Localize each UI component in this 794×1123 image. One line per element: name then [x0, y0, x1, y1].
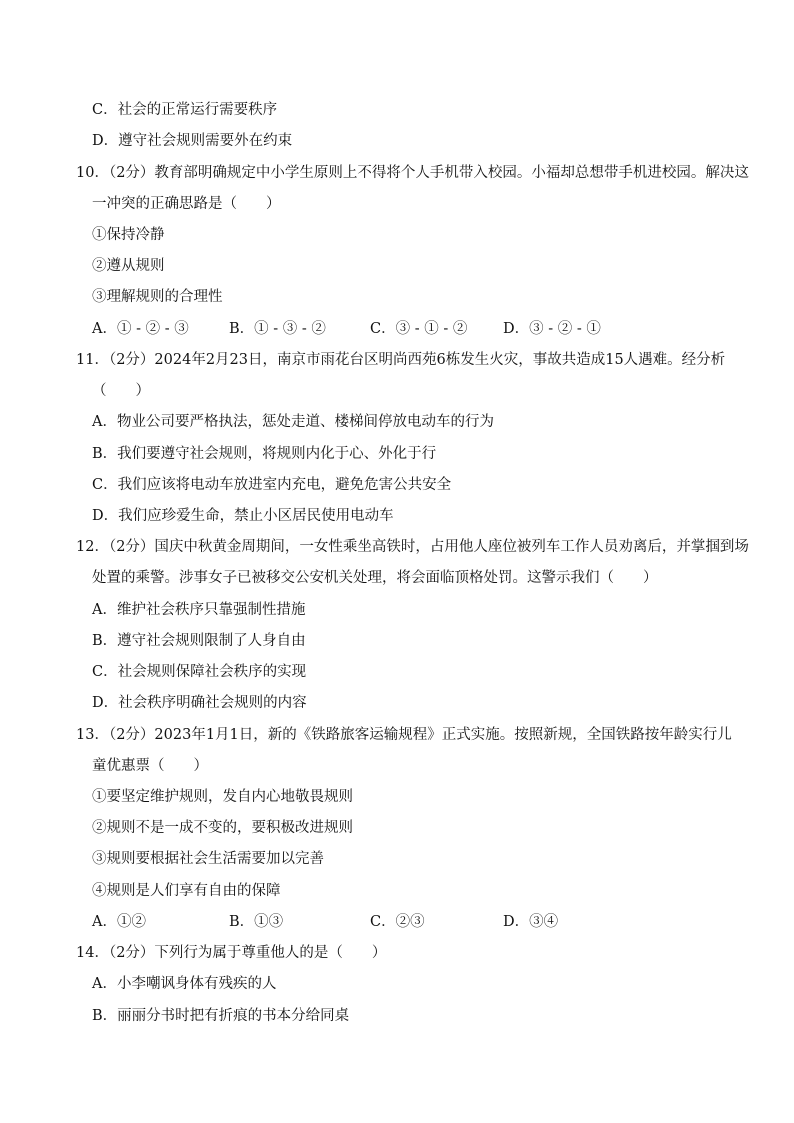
q11-option-b: B．我们要遵守社会规则，将规则内化于心、外化于行 [92, 446, 437, 462]
q11-option-d: D．我们应珍爱生命，禁止小区居民使用电动车 [92, 508, 394, 524]
q10-item-1: ①保持冷静 [92, 227, 165, 243]
q9-option-c: C．社会的正常运行需要秩序 [92, 102, 278, 118]
q11-option-c: C．我们应该将电动车放进室内充电，避免危害公共安全 [92, 477, 452, 493]
q13-item-2: ②规则不是一成不变的，要积极改进规则 [92, 820, 353, 836]
q10-option-a: A．① - ② - ③ [92, 321, 189, 337]
q10-item-3: ③理解规则的合理性 [92, 289, 223, 305]
q13-item-3: ③规则要根据社会生活需要加以完善 [92, 851, 324, 867]
q9-option-d: D．遵守社会规则需要外在约束 [92, 133, 293, 149]
q12-option-d: D．社会秩序明确社会规则的内容 [92, 695, 307, 711]
q13-option-c: C．②③ [370, 914, 425, 930]
q13-option-a: A．①② [92, 914, 146, 930]
q13-option-b: B．①③ [229, 914, 284, 930]
q11-option-a: A．物业公司要严格执法，惩处走道、楼梯间停放电动车的行为 [92, 414, 494, 430]
q14-option-b: B．丽丽分书时把有折痕的书本分给同桌 [92, 1008, 350, 1024]
q10-option-d: D．③ - ② - ① [503, 321, 601, 337]
q12-option-c: C．社会规则保障社会秩序的实现 [92, 664, 307, 680]
q13-stem-line2: 童优惠票（ ） [92, 758, 208, 774]
q10-option-c: C．③ - ① - ② [370, 321, 468, 337]
q13-item-1: ①要坚定维护规则，发自内心地敬畏规则 [92, 789, 353, 805]
q11-stem-line1: 11．（2分）2024年2月23日，南京市雨花台区明尚西苑6栋发生火灾，事故共造成15人遇难。经分析 [76, 352, 726, 368]
q12-option-a: A．维护社会秩序只靠强制性措施 [92, 602, 306, 618]
q10-stem-line2: 一冲突的正确思路是（ ） [92, 196, 281, 212]
q10-option-b: B．① - ③ - ② [229, 321, 326, 337]
q12-option-b: B．遵守社会规则限制了人身自由 [92, 633, 306, 649]
q13-item-4: ④规则是人们享有自由的保障 [92, 883, 281, 899]
q13-stem-line1: 13．（2分）2023年1月1日，新的《铁路旅客运输规程》正式实施。按照新规，全国铁路按年龄实行儿 [76, 727, 732, 743]
q12-stem-line2: 处置的乘警。涉事女子已被移交公安机关处理，将会面临顶格处罚。这警示我们（ ） [92, 570, 658, 586]
q11-stem-line2: （ ） [92, 383, 150, 399]
q10-item-2: ②遵从规则 [92, 258, 165, 274]
q13-option-d: D．③④ [503, 914, 559, 930]
q12-stem-line1: 12．（2分）国庆中秋黄金周期间，一女性乘坐高铁时，占用他人座位被列车工作人员劝离后，并掌掴到场 [76, 539, 749, 555]
q14-stem-line1: 14．（2分）下列行为属于尊重他人的是（ ） [76, 945, 387, 961]
q10-options [92, 319, 794, 339]
q13-options [92, 912, 794, 932]
q14-option-a: A．小李嘲讽身体有残疾的人 [92, 976, 277, 992]
q10-stem-line1: 10．（2分）教育部明确规定中小学生原则上不得将个人手机带入校园。小福却总想带手机进校园。解决这 [76, 165, 749, 181]
